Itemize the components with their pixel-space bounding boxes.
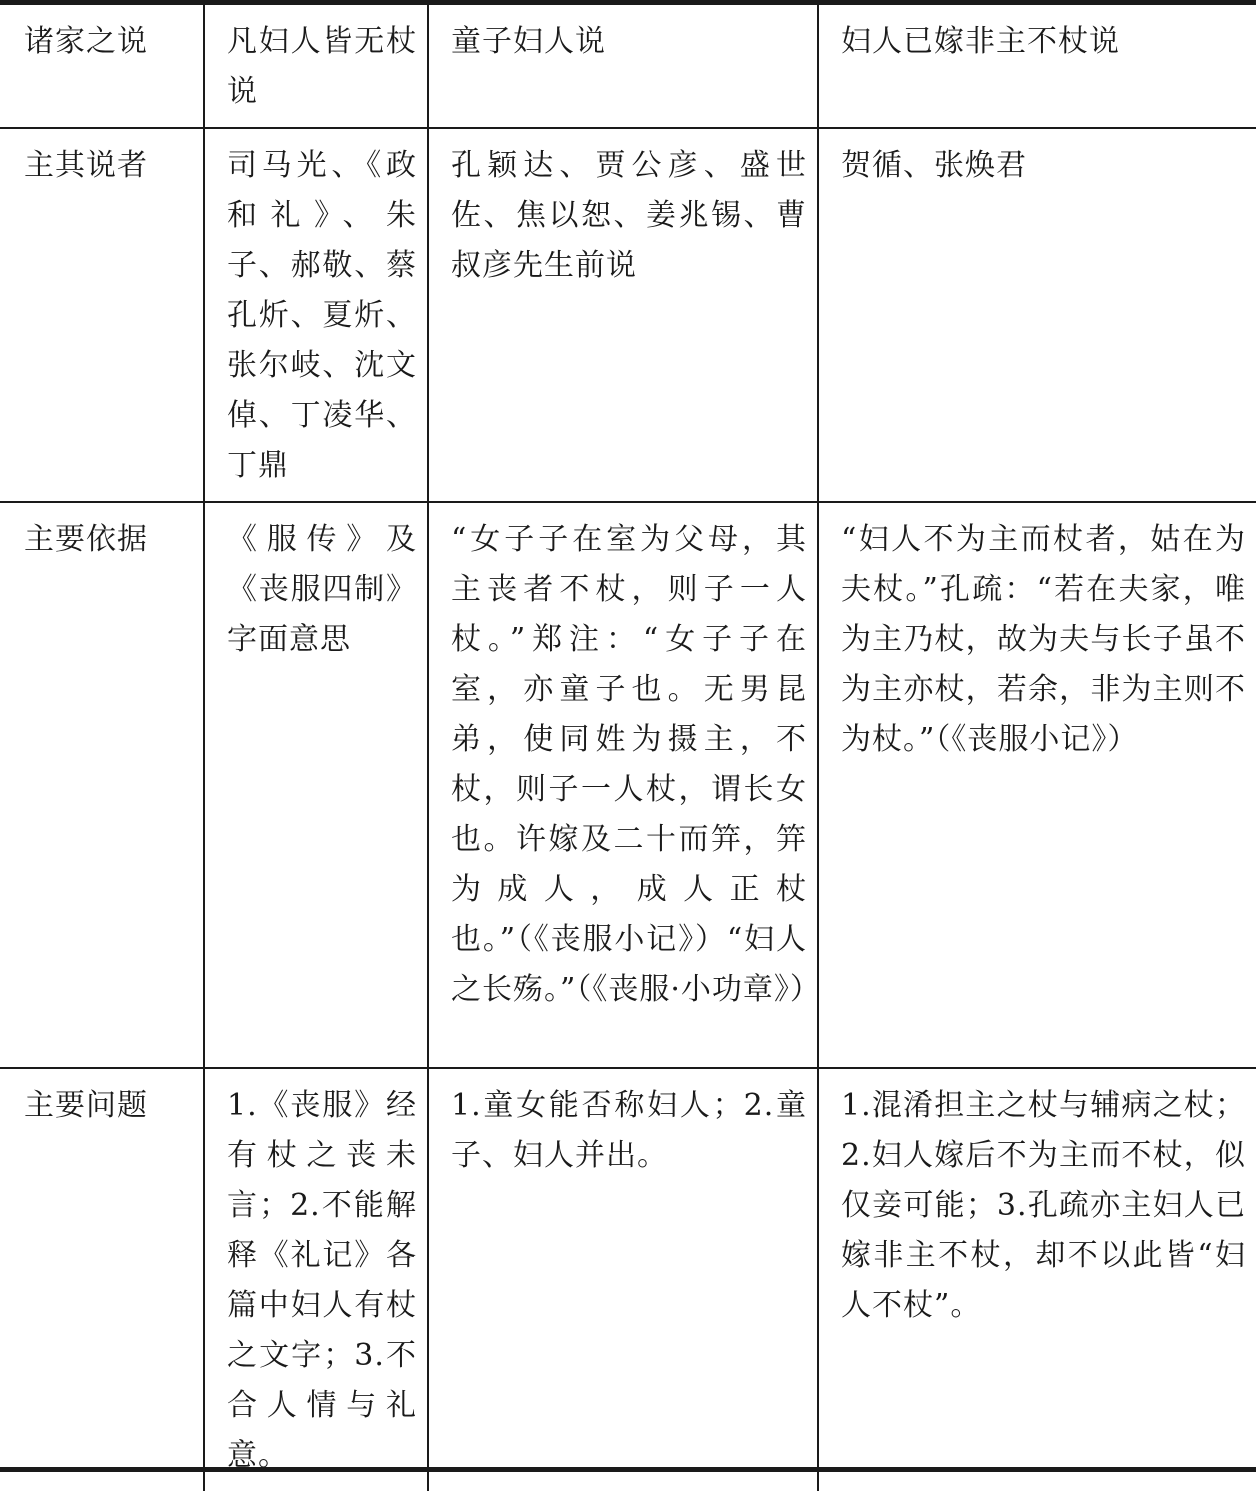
header-cell-no-staff-theory: 凡妇人皆无杖说 [204,5,428,128]
table-row [0,128,1256,502]
table-cell: 孔颖达、贾公彦、盛世佐、焦以恕、姜兆锡、曹叔彦先生前说 [428,128,818,502]
table-cell: “女子子在室为父母，其主丧者不杖，则子一人杖。”郑注：“女子子在室，亦童子也。无男昆弟，使同姓为摄主，不杖，则子一人杖，谓长女也。许嫁及二十而笄，笄为成人，成人正杖也。”（《丧服小记》）“妇人之长殇。”（《丧服·小功章》） [428,502,818,1068]
header-cell-child-woman-theory: 童子妇人说 [428,5,818,128]
row-label: 主要问题 [0,1068,204,1491]
table-header-row [0,5,1256,128]
table-cell: 贺循、张焕君 [818,128,1256,502]
row-label: 主其说者 [0,128,204,502]
header-cell-category: 诸家之说 [24,24,148,59]
table-cell: 1.《丧服》经有杖之丧未言；2.不能解释《礼记》各篇中妇人有杖之文字；3.不合人情与礼意。 [204,1068,428,1491]
comparison-table [0,5,1256,1491]
table-cell: 司马光、《政和礼》、朱子、郝敬、蔡孔炘、夏炘、张尔岐、沈文倬、丁凌华、丁鼎 [204,128,428,502]
table-cell: “妇人不为主而杖者，姑在为夫杖。”孔疏：“若在夫家，唯为主乃杖，故为夫与长子虽不为主亦杖，若余，非为主则不为杖。”（《丧服小记》） [818,502,1256,1068]
table-row [0,1068,1256,1491]
table-row [0,502,1256,1068]
table-cell: 1.童女能否称妇人；2.童子、妇人并出。 [428,1068,818,1491]
table-cell: 《服传》及《丧服四制》字面意思 [204,502,428,1068]
row-label: 主要依据 [0,502,204,1068]
header-cell-married-woman-theory: 妇人已嫁非主不杖说 [818,5,1256,128]
table-cell: 1.混淆担主之杖与辅病之杖；2.妇人嫁后不为主而不杖，似仅妾可能；3.孔疏亦主妇人已嫁非主不杖，却不以此皆“妇人不杖”。 [818,1068,1256,1491]
